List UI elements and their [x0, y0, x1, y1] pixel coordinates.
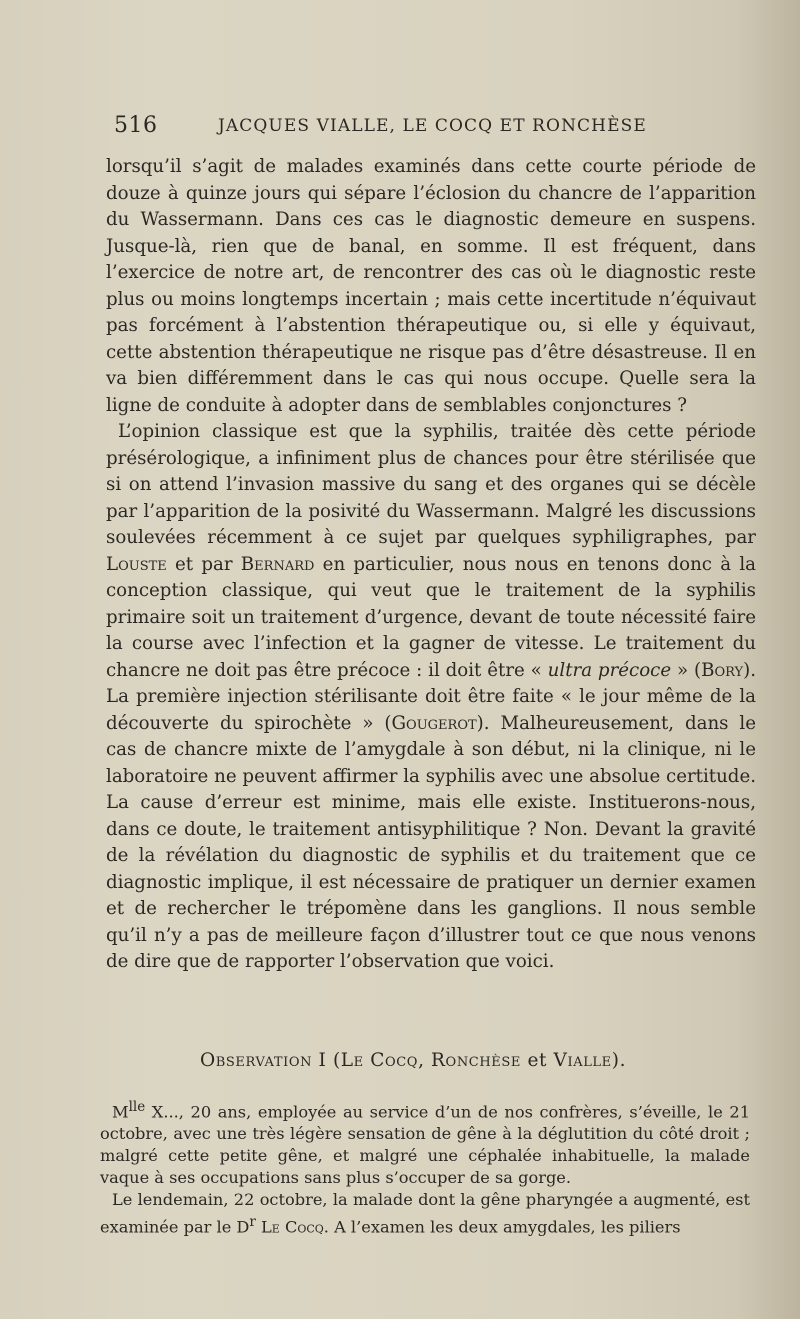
author-name-bernard: Bernard [240, 553, 315, 575]
italic-term: ultra précoce [547, 659, 672, 681]
superscript: lle [128, 1099, 146, 1115]
paren-open: ( [332, 1050, 341, 1071]
observation-paragraph-1-text: X..., 20 ans, employée au service d’un de nos confrères, s’éveille, le 21 octobre, avec une très légère sensation de gêne à la déglutition du côté droit ; malgré cette petite gêne, et malgré une céphalée inhabituelle, la malade vaque à ses occupations sans plus s’occuper de sa gorge. [100, 1102, 750, 1188]
superscript: r [249, 1214, 256, 1231]
paragraph-2-text: ). Malheureusement, dans le cas de chancre mixte de l’amygdale à son début, ni la clinique, ni le laboratoire ne peuvent affirmer la syphilis avec une absolue certitude. La cause d’erreur est minime, mais elle existe. Instituerons-nous, dans ce doute, le traitement antisyphilitique ? Non. Devant la gravité de la révélation du diagnostic de syphilis et du traitement que ce diagnostic implique, il est nécessaire de pratiquer un dernier examen et de rechercher le trépomène dans les ganglions. Il nous semble qu’il n’y a pas de meilleure façon d’illustrer tout ce que nous venons de dire que de rapporter l’observation que voici. [106, 712, 757, 972]
author-name-louste: Louste [106, 553, 167, 575]
page-number: 516 [114, 113, 158, 138]
paragraph-2-text: en particulier, nous nous en tenons donc à la conception classique, qui veut que le traitement de la syphilis primaire soit un traitement d’urgence, devant de toute nécessité faire la course avec l’infection et la gagner de vitesse. Le traitement du chancre ne doit pas être précoce : il doit être « [106, 553, 756, 681]
paragraph-2 [106, 419, 756, 976]
running-title: JACQUES VIALLE, LE COCQ ET RONCHÈSE [218, 116, 647, 136]
separator: , [418, 1050, 432, 1071]
author-name-le-cocq: Le Cocq [255, 1217, 324, 1237]
observation-paragraph-1 [100, 1096, 750, 1189]
paragraph-2-text: L’opinion classique est que la syphilis, traitée dès cette période présérologique, a infiniment plus de chances pour être stérilisée que si on attend l’invasion massive du sang et des organes qui se décèle par l’apparition de la posivité du Wassermann. Malgré les discussions soulevées récemment à ce sujet par quelques syphiligraphes, par [106, 421, 756, 548]
title-prefix: M [112, 1102, 129, 1122]
observation-paragraph-2 [100, 1189, 750, 1238]
paragraph-2-text: ). La première injection stérilisante doit être faite « le jour même de la découverte du spirochète » ( [106, 659, 757, 734]
observation-author-2: Ronchèse [431, 1050, 521, 1071]
observation-label: Observation [200, 1050, 313, 1071]
observation-text [100, 1096, 750, 1239]
observation-author-1: Le Cocq [340, 1050, 419, 1071]
author-name-gougerot: Gougerot [391, 712, 477, 734]
paragraph-2-text: et par [166, 553, 241, 575]
separator: et [520, 1050, 554, 1071]
paren-close: ). [611, 1050, 627, 1071]
observation-paragraph-2-text: . A l’examen les deux amygdales, les piliers [323, 1217, 681, 1237]
paragraph-1: lorsqu’il s’agit de malades examinés dans cette courte période de douze à quinze jours qui sépare l’éclosion du chancre de l’apparition du Wassermann. Dans ces cas le diagnostic demeure en suspens. Jusque-là, rien que de banal, en somme. Il est fréquent, dans l’exercice de notre art, de rencontrer des cas où le diagnostic reste plus ou moins longtemps incertain ; mais cette incertitude n’équivaut pas forcément à l’abstention thérapeutique ou, si elle y équivaut, cette abstention thérapeutique ne risque pas d’être désastreuse. Il en va bien différemment dans le cas qui nous occupe. Quelle sera la ligne de conduite à adopter dans de semblables conjonctures ? [106, 156, 756, 416]
observation-paragraph-2-text: Le lendemain, 22 octobre, la malade dont la gêne pharyngée a augmenté, est examinée par le D [100, 1190, 750, 1237]
running-head [114, 113, 754, 141]
observation-author-3: Vialle [553, 1050, 612, 1071]
observation-heading [200, 1050, 700, 1071]
author-name-bory: Bory [701, 659, 744, 681]
observation-number: I [318, 1050, 327, 1071]
main-text [106, 154, 756, 976]
paragraph-2-text: » ( [671, 659, 702, 681]
